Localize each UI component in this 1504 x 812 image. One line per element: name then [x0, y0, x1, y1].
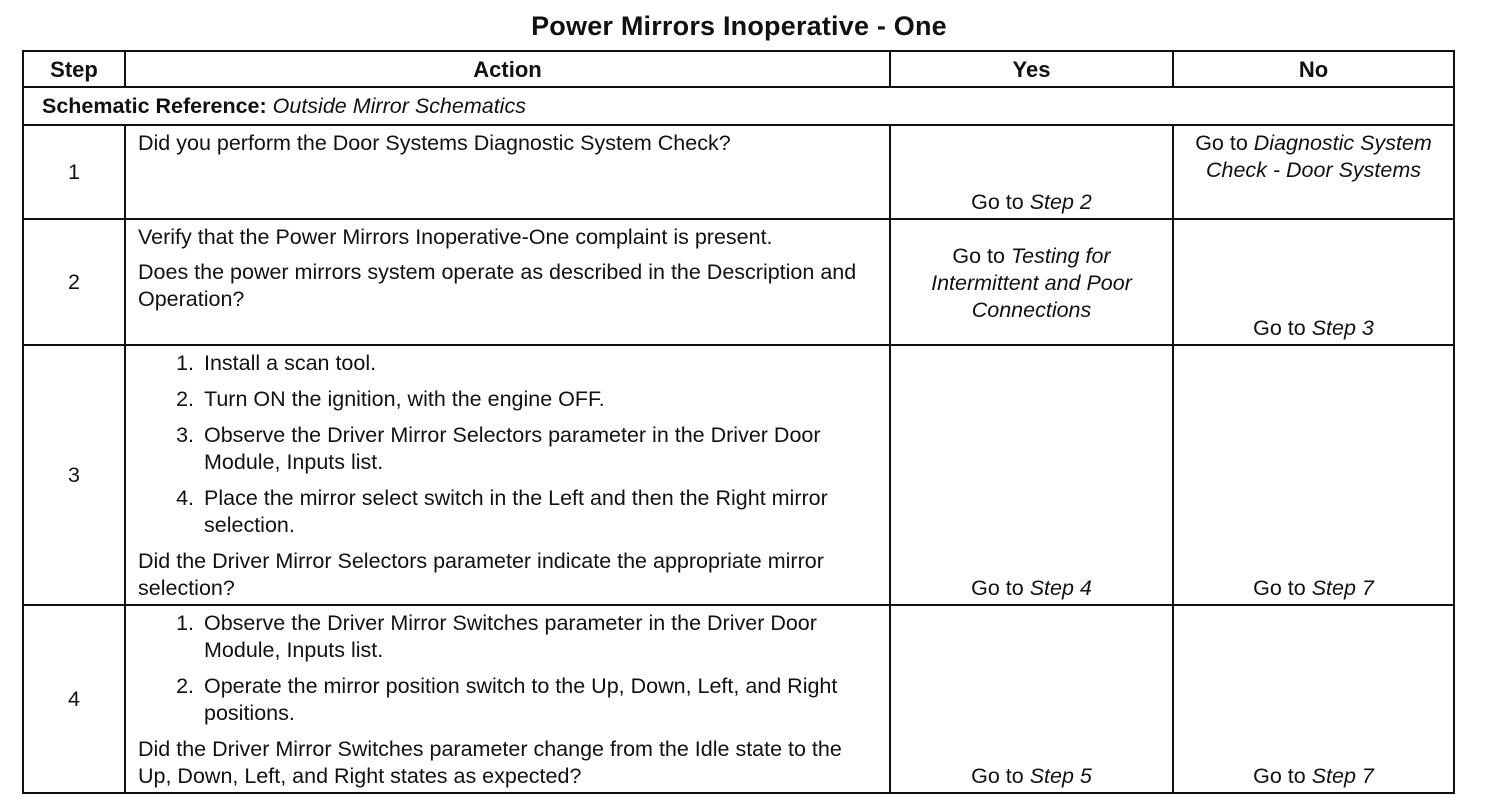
no-prefix: Go to — [1253, 316, 1306, 340]
no-link[interactable]: Step 3 — [1311, 316, 1374, 340]
substep-number: 2. — [176, 387, 194, 411]
no-prefix: Go to — [1253, 764, 1306, 788]
substep-number: 1. — [176, 351, 194, 375]
list-item — [138, 610, 877, 664]
no-cell — [1173, 219, 1454, 345]
table-row — [23, 605, 1454, 793]
yes-prefix: Go to — [971, 190, 1024, 214]
action-question: Does the power mirrors system operate as described in the Description and Operation? — [138, 260, 857, 311]
substep-number: 1. — [176, 611, 194, 635]
action-cell — [125, 605, 890, 793]
table-row — [23, 219, 1454, 345]
yes-cell — [890, 125, 1173, 219]
list-item — [138, 386, 877, 413]
step-number: 3 — [23, 345, 125, 605]
schematic-reference-row — [23, 87, 1454, 125]
yes-prefix: Go to — [952, 243, 1005, 268]
substep-text: Observe the Driver Mirror Switches parameter in the Driver Door Module, Inputs list. — [204, 611, 817, 662]
no-link[interactable]: Step 7 — [1311, 576, 1374, 600]
list-item — [138, 350, 877, 377]
action-question: Did you perform the Door Systems Diagnostic System Check? — [138, 131, 731, 155]
list-item — [138, 422, 877, 476]
substep-text: Operate the mirror position switch to the Up, Down, Left, and Right positions. — [204, 674, 838, 725]
no-prefix: Go to — [1253, 576, 1306, 600]
no-link[interactable]: Step 7 — [1311, 764, 1374, 788]
substep-number: 3. — [176, 423, 194, 447]
no-link[interactable]: Diagnostic System Check - Door Systems — [1205, 131, 1432, 182]
step-number: 2 — [23, 219, 125, 345]
action-question: Did the Driver Mirror Selectors parameter indicate the appropriate mirror selection? — [138, 549, 824, 600]
header-row — [23, 51, 1454, 87]
column-header-step: Step — [23, 51, 125, 87]
column-header-action: Action — [125, 51, 890, 87]
yes-link[interactable]: Step 4 — [1029, 576, 1092, 600]
substep-text: Install a scan tool. — [204, 351, 377, 375]
step-number: 1 — [23, 125, 125, 219]
substep-number: 2. — [176, 674, 194, 698]
list-item — [138, 485, 877, 539]
yes-prefix: Go to — [971, 764, 1024, 788]
yes-link[interactable]: Step 5 — [1029, 764, 1092, 788]
no-cell — [1173, 605, 1454, 793]
schematic-reference-label: Schematic Reference: — [42, 93, 267, 118]
diagnostic-table — [22, 50, 1455, 794]
table-row — [23, 125, 1454, 219]
substep-text: Turn ON the ignition, with the engine OFF. — [204, 387, 605, 411]
step-number: 4 — [23, 605, 125, 793]
yes-prefix: Go to — [971, 576, 1024, 600]
column-header-yes: Yes — [890, 51, 1173, 87]
substep-number: 4. — [176, 486, 194, 510]
action-intro: Verify that the Power Mirrors Inoperative-One complaint is present. — [138, 225, 773, 249]
yes-cell — [890, 605, 1173, 793]
schematic-reference-link[interactable]: Outside Mirror Schematics — [272, 93, 526, 118]
no-cell — [1173, 125, 1454, 219]
action-cell — [125, 219, 890, 345]
yes-link[interactable]: Step 2 — [1029, 190, 1092, 214]
list-item — [138, 673, 877, 727]
substep-list — [138, 610, 877, 727]
table-row — [23, 345, 1454, 605]
substep-text: Observe the Driver Mirror Selectors parameter in the Driver Door Module, Inputs list. — [204, 423, 821, 474]
substep-text: Place the mirror select switch in the Left and then the Right mirror selection. — [204, 486, 828, 537]
no-cell — [1173, 345, 1454, 605]
substep-list — [138, 350, 877, 539]
column-header-no: No — [1173, 51, 1454, 87]
yes-cell — [890, 345, 1173, 605]
action-question: Did the Driver Mirror Switches parameter change from the Idle state to the Up, Down, Left, and Right states as expected? — [138, 737, 842, 788]
page-title: Power Mirrors Inoperative - One — [531, 11, 947, 41]
action-cell — [125, 345, 890, 605]
yes-cell — [890, 219, 1173, 345]
schematic-reference — [23, 87, 1454, 125]
yes-link[interactable]: Testing for Intermittent and Poor Connections — [931, 243, 1132, 322]
no-prefix: Go to — [1195, 131, 1248, 155]
action-cell — [125, 125, 890, 219]
